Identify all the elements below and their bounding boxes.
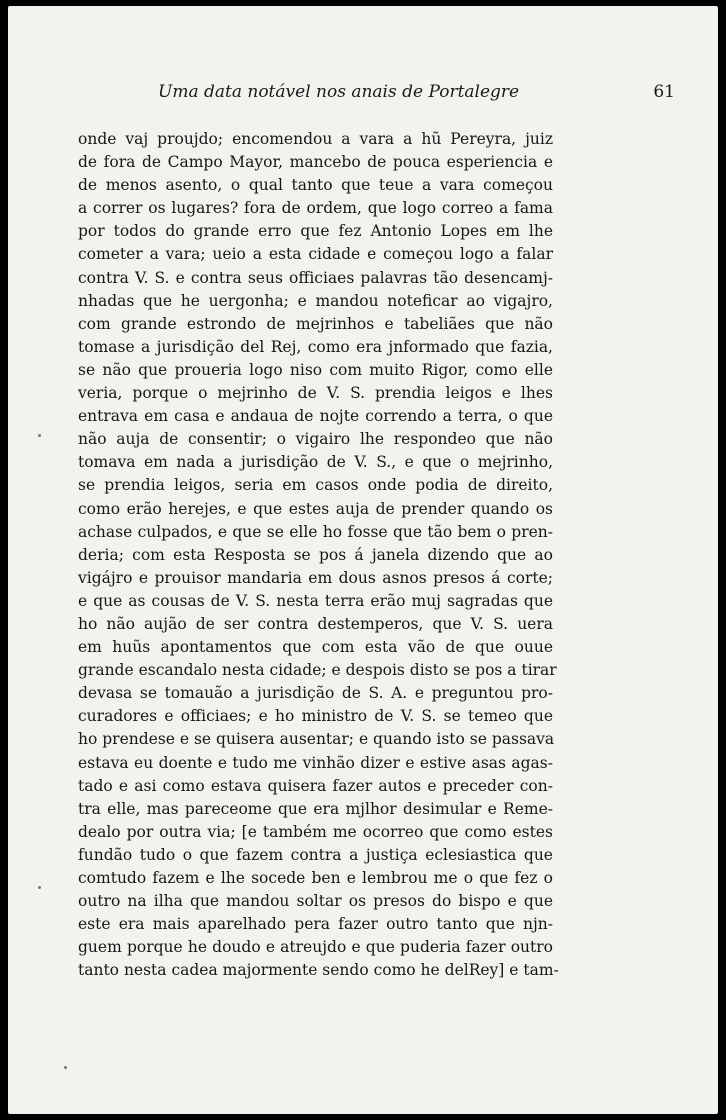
page-number: 61 bbox=[653, 82, 675, 102]
text-line: como erão herejes, e que estes auja de prender quando os bbox=[78, 499, 553, 518]
running-header bbox=[158, 82, 675, 102]
text-line: de menos asento, o qual tanto que teue a vara começou bbox=[78, 176, 553, 195]
text-line: por todos do grande erro que fez Antonio Lopes em lhe bbox=[78, 222, 553, 241]
text-line: veria, porque o mejrinho de V. S. prendia leigos e lhes bbox=[78, 384, 553, 403]
text-line: e que as cousas de V. S. nesta terra erão muj sagradas que bbox=[78, 591, 553, 610]
text-line: tomava em nada a jurisdição de V. S., e que o mejrinho, bbox=[78, 453, 553, 472]
text-line: tra elle, mas pareceome que era mjlhor desimular e Reme- bbox=[78, 799, 553, 818]
text-line: entrava em casa e andaua de nojte correndo a terra, o que bbox=[78, 407, 553, 426]
text-line: de fora de Campo Mayor, mancebo de pouca esperiencia e bbox=[78, 153, 553, 172]
text-line: se não que proueria logo niso com muito Rigor, como elle bbox=[78, 360, 553, 379]
text-line: vigájro e prouisor mandaria em dous asnos presos á corte; bbox=[78, 568, 553, 587]
running-title: Uma data notável nos anais de Portalegre bbox=[158, 82, 520, 102]
text-line: comtudo fazem e lhe socede ben e lembrou me o que fez o bbox=[78, 869, 553, 887]
scan-speck bbox=[38, 886, 41, 889]
text-line: fundão tudo o que fazem contra a justiça eclesiastica que bbox=[78, 845, 553, 864]
text-line: achase culpados, e que se elle ho fosse que tão bem o pren- bbox=[78, 522, 553, 541]
text-line: nhadas que he uergonha; e mandou noteficar ao vigajro, bbox=[78, 291, 553, 310]
text-line: contra V. S. e contra seus officiaes palavras tão desencamj- bbox=[78, 268, 553, 287]
text-line: tomase a jurisdição del Rej, como era jnformado que fazia, bbox=[78, 337, 553, 356]
text-line: tanto nesta cadea majormente sendo como he delRey] e tam- bbox=[78, 961, 559, 980]
text-line: estava eu doente e tudo me vinhão dizer e estive asas agas- bbox=[78, 753, 553, 772]
book-page bbox=[8, 6, 718, 1114]
text-line: guem porque he doudo e atreujdo e que puderia fazer outro bbox=[78, 938, 553, 957]
body-text bbox=[78, 128, 559, 982]
text-line: tado e asi como estava quisera fazer autos e preceder con- bbox=[78, 776, 553, 795]
text-line: devasa se tomauão a jurisdição de S. A. e preguntou pro- bbox=[78, 684, 553, 703]
text-line: em huũs apontamentos que com esta vão de que ouue bbox=[78, 638, 553, 657]
text-line: ho não aujão de ser contra destemperos, que V. S. uera bbox=[78, 614, 553, 633]
text-line: a correr os lugares? fora de ordem, que logo correo a fama bbox=[78, 199, 553, 218]
text-line: deria; com esta Resposta se pos á janela dizendo que ao bbox=[78, 545, 553, 564]
scan-speck bbox=[64, 1066, 67, 1069]
text-line: dealo por outra via; [e também me ocorreo que como estes bbox=[78, 822, 553, 841]
text-line: grande escandalo nesta cidade; e despois disto se pos a tirar bbox=[78, 661, 557, 680]
text-line: se prendia leigos, seria em casos onde podia de direito, bbox=[78, 476, 553, 495]
text-line: cometer a vara; ueio a esta cidade e começou logo a falar bbox=[78, 245, 553, 264]
text-line: outro na ilha que mandou soltar os presos do bispo e que bbox=[78, 892, 553, 911]
text-line: onde vaj proujdo; encomendou a vara a hũ Pereyra, juiz bbox=[78, 130, 553, 148]
text-line: este era mais aparelhado pera fazer outro tanto que njn- bbox=[78, 915, 553, 934]
text-line: não auja de consentir; o vigairo lhe respondeo que não bbox=[78, 430, 553, 449]
text-line: com grande estrondo de mejrinhos e tabeliães que não bbox=[78, 314, 553, 333]
text-line: curadores e officiaes; e ho ministro de V. S. se temeo que bbox=[78, 707, 553, 726]
scan-speck bbox=[38, 434, 41, 437]
text-line: ho prendese e se quisera ausentar; e quando isto se passava bbox=[78, 730, 555, 749]
